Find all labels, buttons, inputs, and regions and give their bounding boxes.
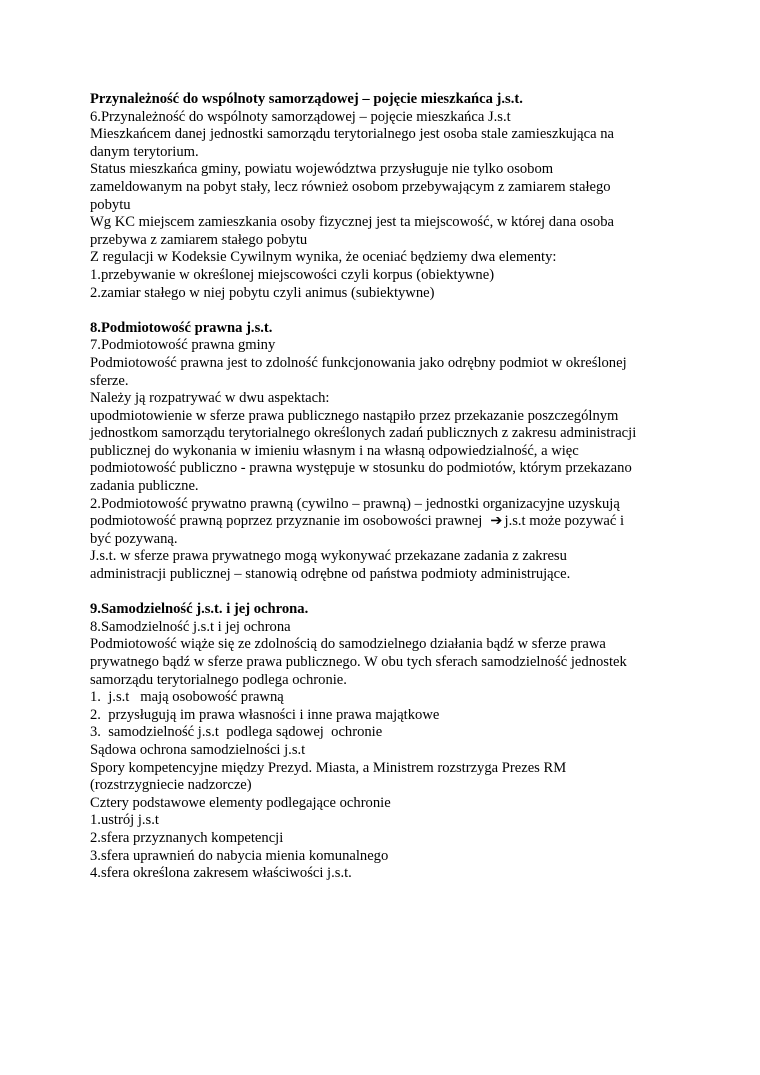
text-fragment: podmiotowość prawną poprzez przyznanie im osobowości prawnej [90,513,483,530]
text-line: przebywa z zamiarem stałego pobytu [90,231,308,248]
text-line: 6.Przynależność do wspólnoty samorządowej – pojęcie mieszkańca J.s.t [90,108,511,125]
section-heading: 8.Podmiotowość prawna j.s.t. [90,319,273,336]
document-body [90,91,690,883]
list-item: 1.ustrój j.s.t [90,812,159,829]
text-line: Należy ją rozpatrywać w dwu aspektach: [90,390,330,407]
text-fragment: j.s.t może pozywać i [504,513,625,530]
text-line: 2.Podmiotowość prywatno prawną (cywilno – prawną) – jednostki organizacyjne uzyskują [90,495,620,512]
list-item: 2.sfera przyznanych kompetencji [90,829,284,846]
text-line: administracji publicznej – stanowią odrębne od państwa podmioty administrujące. [90,566,571,583]
text-line-with-arrow [90,513,690,531]
text-line: podmiotowość publiczno - prawna występuje w stosunku do podmiotów, którym przekazano [90,460,632,477]
text-line: danym terytorium. [90,143,199,160]
text-line: (rozstrzygniecie nadzorcze) [90,777,252,794]
text-line: Z regulacji w Kodeksie Cywilnym wynika, że oceniać będziemy dwa elementy: [90,249,557,266]
list-item: 1. j.s.t mają osobowość prawną [90,689,284,706]
text-line: Podmiotowość wiąże się ze zdolnością do samodzielnego działania bądź w sferze prawa [90,636,606,653]
text-line: Status mieszkańca gminy, powiatu województwa przysługuje nie tylko osobom [90,161,554,178]
text-line: zadania publiczne. [90,478,199,495]
text-line: Cztery podstawowe elementy podlegające ochronie [90,794,391,811]
list-item: 1.przebywanie w określonej miejscowości czyli korpus (obiektywne) [90,266,495,283]
text-line: Mieszkańcem danej jednostki samorządu terytorialnego jest osoba stale zamieszkująca na [90,126,614,143]
text-line: Wg KC miejscem zamieszkania osoby fizycznej jest ta miejscowość, w której dana osoba [90,214,614,231]
text-line: samorządu terytorialnego podlega ochronie. [90,671,347,688]
list-item: 2.zamiar stałego w niej pobytu czyli animus (subiektywne) [90,284,435,301]
list-item: 3. samodzielność j.s.t podlega sądowej ochronie [90,724,383,741]
text-line: jednostkom samorządu terytorialnego określonych zadań publicznych z zakresu administracji [90,425,637,442]
arrow-right-icon: ➔ [490,513,503,530]
paragraph-gap [90,302,690,320]
list-item: 2. przysługują im prawa własności i inne prawa majątkowe [90,706,440,723]
section-heading: Przynależność do wspólnoty samorządowej – pojęcie mieszkańca j.s.t. [90,91,523,107]
text-line: Sądowa ochrona samodzielności j.s.t [90,741,306,758]
text-line: upodmiotowienie w sferze prawa publicznego nastąpiło przez przekazanie poszczególnym [90,407,619,424]
text-line: Spory kompetencyjne między Prezyd. Miasta, a Ministrem rozstrzyga Prezes RM [90,759,567,776]
text-line: Podmiotowość prawna jest to zdolność funkcjonowania jako odrębny podmiot w określonej [90,354,627,371]
text-line: 7.Podmiotowość prawna gminy [90,337,276,354]
text-line: zameldowanym na pobyt stały, lecz również osobom przebywającym z zamiarem stałego [90,178,611,195]
text-line: prywatnego bądź w sferze prawa publicznego. W obu tych sferach samodzielność jednostek [90,654,627,670]
text-line: być pozywaną. [90,530,178,547]
list-item: 3.sfera uprawnień do nabycia mienia komunalnego [90,847,389,864]
text-line: publicznej do wykonania w imieniu własnym i na własną odpowiedzialność, a więc [90,442,579,459]
text-line: sferze. [90,372,129,389]
text-line: 8.Samodzielność j.s.t i jej ochrona [90,618,291,635]
text-line: J.s.t. w sferze prawa prywatnego mogą wykonywać przekazane zadania z zakresu [90,548,567,565]
text-line: pobytu [90,196,131,213]
section-heading: 9.Samodzielność j.s.t. i jej ochrona. [90,601,309,618]
paragraph-gap [90,584,690,602]
list-item: 4.sfera określona zakresem właściwości j.s.t. [90,865,352,882]
